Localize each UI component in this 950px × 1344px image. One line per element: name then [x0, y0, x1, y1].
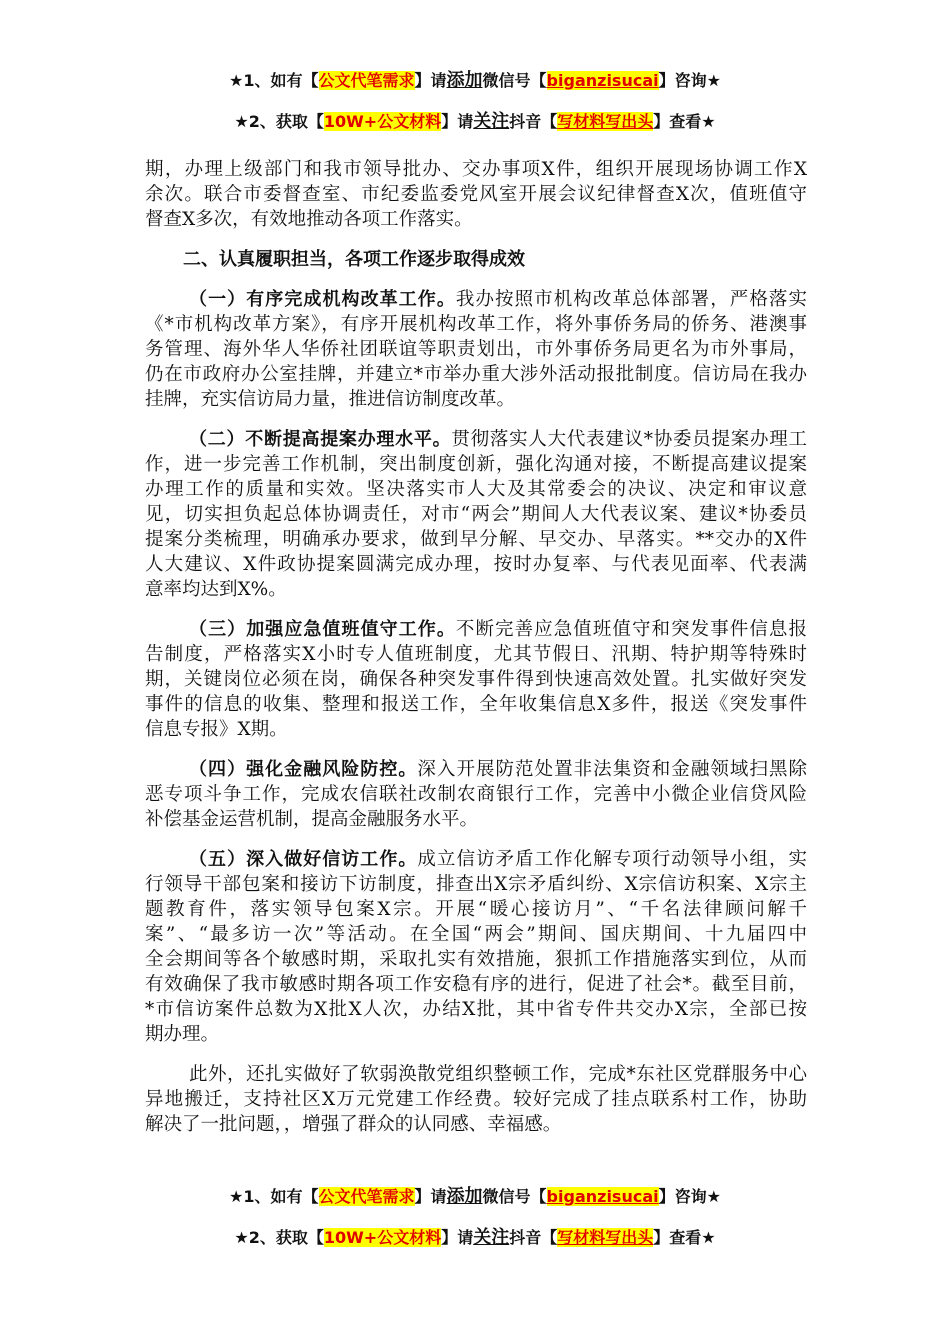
line-text: 提案分类梳理，明确承办要求，做到早分解、早交办、早落实。**交办的X件	[145, 529, 807, 550]
text-line	[145, 362, 807, 387]
promo-text: 抖音【	[509, 112, 558, 131]
line-text: *市信访案件总数为X批X人次，办结X批，其中省专件共交办X宗，全部已按	[145, 999, 807, 1020]
line-text: 信息专报》X期。	[145, 719, 288, 740]
text-line	[145, 692, 807, 717]
line-text: 期，关键岗位必须在岗，确保各种突发事件得到快速高效处置。扎实做好突发	[145, 669, 807, 690]
text-line	[145, 972, 807, 997]
line-text: 补偿基金运营机制，提高金融服务水平。	[145, 809, 479, 830]
text-line	[145, 552, 807, 577]
text-line	[145, 577, 807, 602]
douyin-account: 写材料写出头	[557, 112, 654, 131]
line-text: 恶专项斗争工作，完成农信联社改制农商银行工作，完善中小微企业信贷风险	[145, 784, 807, 805]
promo-line-1	[0, 70, 950, 92]
line-text: 告制度，严格落实X小时专人值班制度，尤其节假日、汛期、特护期等特殊时	[145, 644, 807, 665]
text-line	[145, 807, 807, 832]
line-text: 成立信访矛盾工作化解专项行动领导小组，实	[417, 849, 807, 870]
text-line	[145, 1062, 807, 1087]
wechat-id: biganzisucai	[546, 1187, 659, 1206]
paragraph-lead: （四）强化金融风险防控。	[189, 759, 418, 780]
text-line	[145, 997, 807, 1022]
promo-text: 】请	[414, 1187, 447, 1206]
intro-paragraph	[145, 157, 807, 232]
section-paragraph	[145, 1062, 807, 1137]
line-text: 题教育件，落实领导包案X宗。开展“暖心接访月”、“千名法律顾问解千	[145, 899, 807, 920]
text-line	[145, 717, 807, 742]
promo-text: 】查看★	[653, 112, 716, 131]
promo-emphasis: 添加	[446, 70, 483, 91]
line-text: 办理工作的质量和实效。坚决落实市人大及其常委会的决议、决定和审议意	[145, 479, 807, 500]
line-text: 有效确保了我市敏感时期各项工作安稳有序的进行，促进了社会*。截至目前，	[145, 974, 807, 995]
promo-highlight: 10W+公文材料	[323, 1228, 442, 1247]
promo-emphasis: 关注	[473, 1227, 510, 1248]
text-line	[145, 477, 807, 502]
section-paragraph	[145, 617, 807, 742]
line-text: 深入开展防范处置非法集资和金融领域扫黑除	[417, 759, 807, 780]
promo-highlight: 公文代笔需求	[318, 1187, 415, 1206]
text-line	[145, 337, 807, 362]
text-line	[145, 642, 807, 667]
line-text: 解决了一批问题，，增强了群众的认同感、幸福感。	[145, 1114, 562, 1135]
line-text: 挂牌，充实信访局力量，推进信访制度改革。	[145, 389, 516, 410]
text-line	[145, 207, 807, 232]
text-line	[145, 847, 807, 872]
line-text: 我办按照市机构改革总体部署，严格落实	[455, 289, 807, 310]
text-line	[145, 312, 807, 337]
text-line	[145, 1087, 807, 1112]
line-text: 仍在市政府办公室挂牌，并建立*市举办重大涉外活动报批制度。信访局在我办	[145, 364, 807, 385]
promo-text: 微信号【	[482, 1187, 547, 1206]
paragraph-lead: （五）深入做好信访工作。	[189, 849, 418, 870]
section-heading: 二、认真履职担当，各项工作逐步取得成效	[183, 249, 525, 270]
promo-text: 】咨询★	[658, 71, 721, 90]
paragraph-lead: （三）加强应急值班值守工作。	[189, 619, 456, 640]
line-text: 行领导干部包案和接访下访制度，排查出X宗矛盾纠纷、X宗信访积案、X宗主	[145, 874, 807, 895]
text-line	[145, 897, 807, 922]
document-body	[145, 157, 807, 1152]
line-text: 见，切实担负起总体协调责任，对市“两会”期间人大代表议案、建议*协委员	[145, 504, 807, 525]
line-text: 作，进一步完善工作机制，突出制度创新，强化沟通对接，不断提高建议提案	[145, 454, 807, 475]
wechat-id: biganzisucai	[546, 71, 659, 90]
promo-text: 微信号【	[482, 71, 547, 90]
text-line	[145, 527, 807, 552]
line-text: 期办理。	[145, 1024, 220, 1045]
text-line	[145, 1022, 807, 1047]
line-text: 不断完善应急值班值守和突发事件信息报	[455, 619, 807, 640]
line-text: 异地搬迁，支持社区X万元党建工作经费。较好完成了挂点联系村工作，协助	[145, 1089, 807, 1110]
text-line	[145, 182, 807, 207]
text-line	[145, 287, 807, 312]
text-line	[145, 452, 807, 477]
text-line	[145, 667, 807, 692]
section-paragraph	[145, 287, 807, 412]
line-text: 督查X多次，有效地推动各项工作落实。	[145, 209, 473, 230]
line-text: 《*市机构改革方案》，有序开展机构改革工作，将外事侨务局的侨务、港澳事	[145, 314, 807, 335]
text-line	[145, 757, 807, 782]
line-text: 全会期间等各个敏感时期，采取扎实有效措施，狠抓工作措施落实到位，从而	[145, 949, 807, 970]
promo-text: 】查看★	[653, 1228, 716, 1247]
line-text: 此外，还扎实做好了软弱涣散党组织整顿工作，完成*东社区党群服务中心	[189, 1064, 807, 1085]
promo-line-1-footer	[0, 1186, 950, 1208]
promo-line-2-footer	[0, 1227, 950, 1249]
paragraph-lead: （一）有序完成机构改革工作。	[189, 289, 456, 310]
line-text: 贯彻落实人大代表建议*协委员提案办理工	[451, 429, 807, 450]
promo-text: ★2、获取【	[234, 112, 324, 131]
douyin-account: 写材料写出头	[557, 1228, 654, 1247]
paragraph-lead: （二）不断提高提案办理水平。	[189, 429, 452, 450]
promo-text: 】咨询★	[658, 1187, 721, 1206]
promo-text: ★1、如有【	[229, 71, 319, 90]
promo-text: 】请	[441, 112, 474, 131]
promo-text: 】请	[414, 71, 447, 90]
section-paragraph	[145, 847, 807, 1047]
line-text: 余次。联合市委督查室、市纪委监委党风室开展会议纪律督查X次，值班值守	[145, 184, 807, 205]
text-line	[145, 617, 807, 642]
promo-emphasis: 关注	[473, 111, 510, 132]
section-paragraph	[145, 427, 807, 602]
text-line	[145, 427, 807, 452]
promo-text: 】请	[441, 1228, 474, 1247]
text-line	[145, 502, 807, 527]
text-line	[145, 157, 807, 182]
line-text: 案”、“最多访一次”等活动。在全国“两会”期间、国庆期间、十九届四中	[145, 924, 807, 945]
text-line	[145, 922, 807, 947]
promo-highlight: 10W+公文材料	[323, 112, 442, 131]
promo-text: ★1、如有【	[229, 1187, 319, 1206]
line-text: 事件的信息的收集、整理和报送工作，全年收集信息X多件，报送《突发事件	[145, 694, 807, 715]
section-paragraph	[145, 757, 807, 832]
text-line	[145, 782, 807, 807]
text-line	[145, 947, 807, 972]
line-text: 期，办理上级部门和我市领导批办、交办事项X件，组织开展现场协调工作X	[145, 159, 807, 180]
promo-line-2	[0, 111, 950, 133]
promo-highlight: 公文代笔需求	[318, 71, 415, 90]
promo-text: 抖音【	[509, 1228, 558, 1247]
text-line	[145, 872, 807, 897]
line-text: 务管理、海外华人华侨社团联谊等职责划出，市外事侨务局更名为市外事局，	[145, 339, 807, 360]
promo-emphasis: 添加	[446, 1186, 483, 1207]
text-line	[145, 1112, 807, 1137]
sections	[145, 287, 807, 1137]
line-text: 人大建议、X件政协提案圆满完成办理，按时办复率、与代表见面率、代表满	[145, 554, 807, 575]
line-text: 意率均达到X%。	[145, 579, 287, 600]
text-line	[145, 387, 807, 412]
promo-text: ★2、获取【	[234, 1228, 324, 1247]
